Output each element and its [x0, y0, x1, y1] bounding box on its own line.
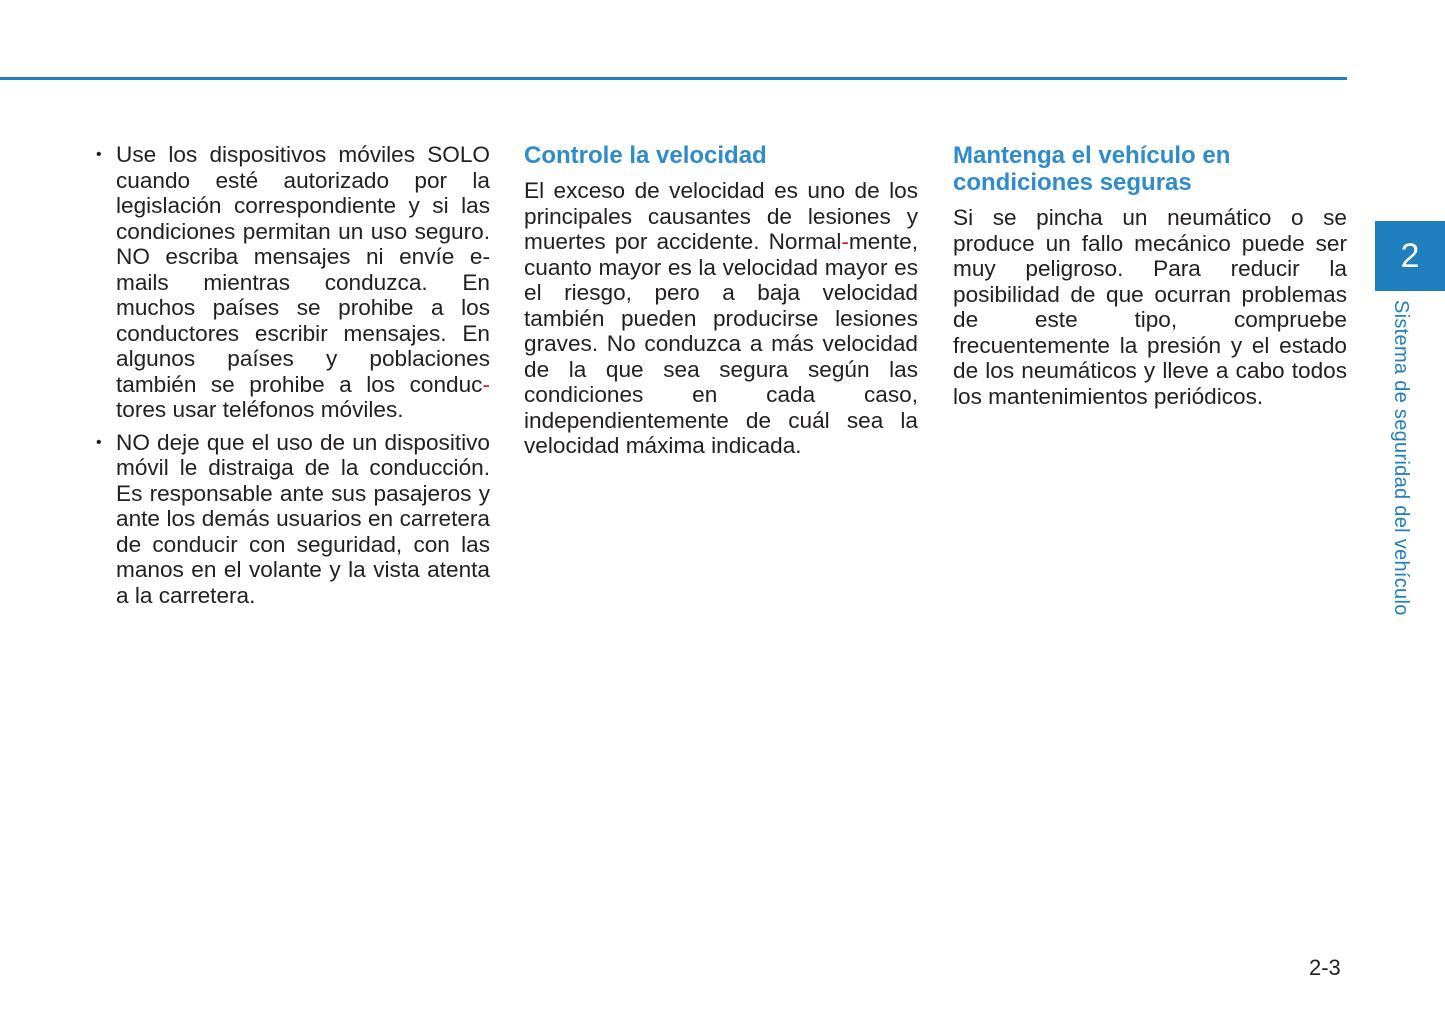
header-rule: [0, 77, 1347, 80]
bullet-icon: •: [96, 146, 102, 163]
bullet-icon: •: [96, 433, 102, 451]
section-heading-speed: Controle la velocidad: [524, 142, 767, 169]
column-left: [95, 142, 490, 615]
section-body-vehicle-condition: Si se pincha un neumático o se produce un fallo mecánico puede ser muy peligroso. Para reducir la posibilidad de que ocurran problemas de este tipo, compruebe frecuentemente la presión y el estado de los neumáticos y lleve a cabo todos los mantenimientos periódicos.: [953, 205, 1347, 409]
section-heading-vehicle-condition: Mantenga el vehículo en condiciones seguras: [953, 142, 1231, 196]
body-text: El exceso de velocidad es uno de los principales causantes de lesiones y muertes por accidente. Normal: [524, 178, 918, 254]
bullet-list: [95, 142, 490, 608]
page-number: 2-3: [1309, 955, 1341, 980]
column-right: [953, 142, 1347, 409]
hyphen-mark: -: [482, 371, 490, 397]
bullet-text: Use los dispositivos móviles SOLO cuando esté autorizado por la legislación correspondiente y si las condiciones permitan un uso seguro. NO escriba mensajes ni envíe e-mails mientras conduzca. En muchos países se prohibe a los conductores escribir mensajes. En algunos países y poblaciones también se prohibe a los conduc: [116, 142, 490, 397]
column-middle: [524, 142, 918, 459]
bullet-text-continued: tores usar teléfonos móviles.: [116, 397, 404, 422]
section-body-speed: [524, 178, 918, 459]
chapter-title-vertical: Sistema de seguridad del vehículo: [1390, 300, 1412, 616]
chapter-tab: 2: [1375, 221, 1445, 291]
list-item: [95, 430, 490, 609]
bullet-text: NO deje que el uso de un dispositivo móvil le distraiga de la conducción. Es responsable ante sus pasajeros y ante los demás usuarios en carretera de conducir con seguridad, con las manos en el volante y la vista atenta a la carretera.: [116, 429, 490, 608]
hyphen-mark: -: [841, 229, 849, 254]
body-text-continued: mente, cuanto mayor es la velocidad mayor es el riesgo, pero a baja velocidad también pueden producirse lesiones graves. No conduzca a más velocidad de la que sea segura según las condiciones en cada caso, independientemente de cuál sea la velocidad máxima indicada.: [524, 229, 918, 458]
list-item: [95, 142, 490, 423]
